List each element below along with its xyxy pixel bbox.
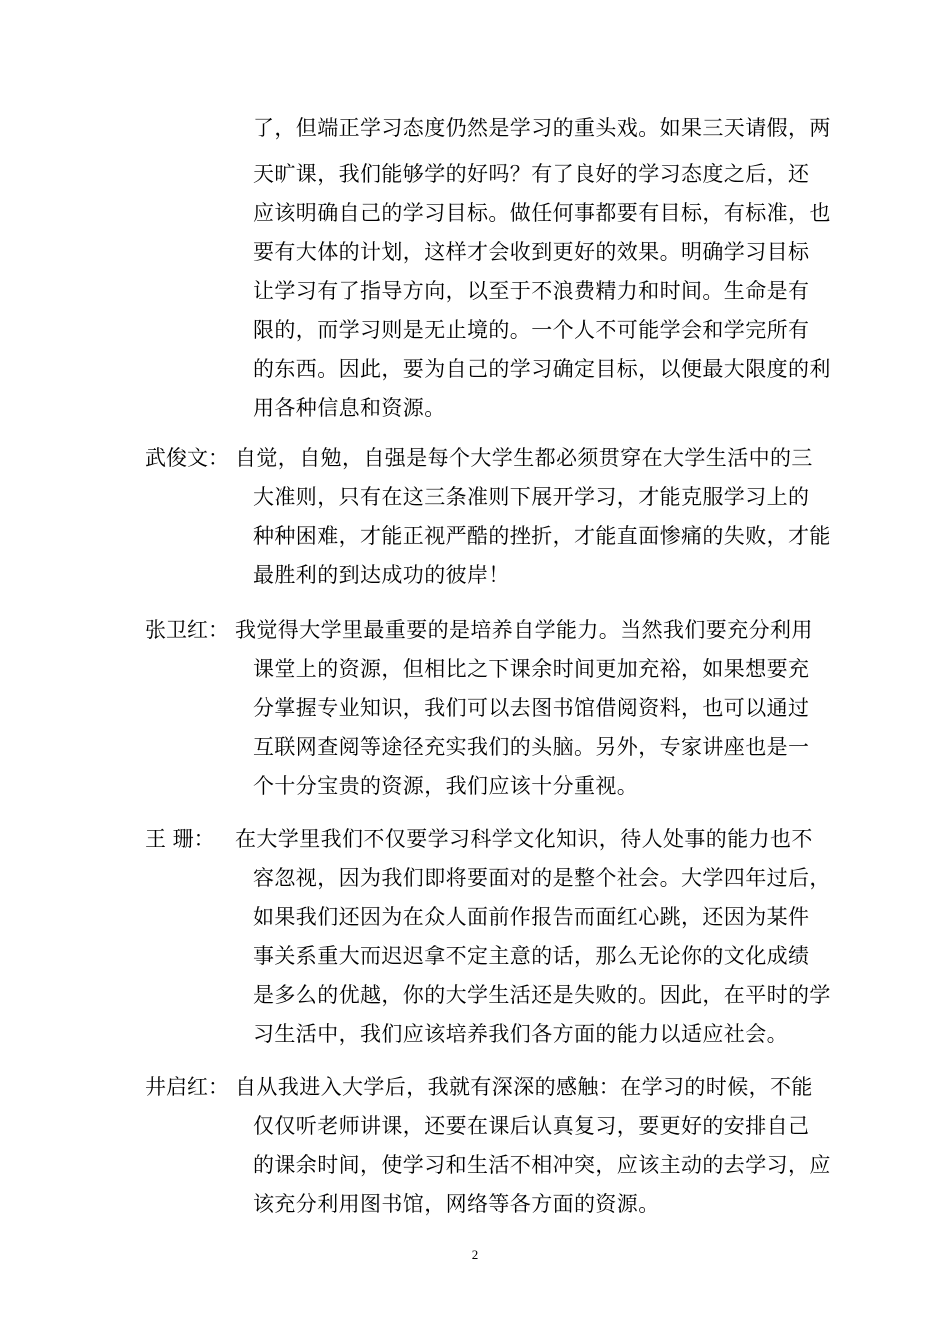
text-line: 最胜利的到达成功的彼岸！ bbox=[253, 563, 510, 587]
text-line: 用各种信息和资源。 bbox=[253, 396, 446, 420]
text-line: 事关系重大而迟迟拿不定主意的话，那么无论你的文化成绩 bbox=[253, 944, 810, 968]
text-line: 互联网查阅等途径充实我们的头脑。另外，专家讲座也是一 bbox=[253, 735, 810, 759]
text-line: 是多么的优越，你的大学生活还是失败的。因此，在平时的学 bbox=[253, 983, 831, 1007]
text-line: 了，但端正学习态度仍然是学习的重头戏。如果三天请假，两 bbox=[253, 116, 831, 140]
text-line: 该充分利用图书馆，网络等各方面的资源。 bbox=[253, 1192, 660, 1216]
speaker-name: 张卫红： bbox=[145, 618, 229, 642]
page-number: 2 bbox=[471, 1247, 479, 1262]
text-line: 习生活中，我们应该培养我们各方面的能力以适应社会。 bbox=[253, 1022, 788, 1046]
text-line: 天旷课，我们能够学的好吗？有了良好的学习态度之后，还 bbox=[253, 162, 810, 186]
text-line: 自从我进入大学后，我就有深深的感触：在学习的时候，不能 bbox=[235, 1075, 813, 1099]
text-line: 的东西。因此，要为自己的学习确定目标，以便最大限度的利 bbox=[253, 357, 831, 381]
speaker-name: 武俊文： bbox=[145, 446, 229, 470]
speaker-name: 井启红： bbox=[145, 1075, 229, 1099]
speaker-name: 王 珊： bbox=[145, 827, 215, 851]
text-line: 容忽视，因为我们即将要面对的是整个社会。大学四年过后， bbox=[253, 866, 831, 890]
text-line: 课堂上的资源，但相比之下课余时间更加充裕，如果想要充 bbox=[253, 657, 810, 681]
text-line: 我觉得大学里最重要的是培养自学能力。当然我们要充分利用 bbox=[235, 618, 813, 642]
text-line: 让学习有了指导方向，以至于不浪费精力和时间。生命是有 bbox=[253, 279, 810, 303]
text-line: 要有大体的计划，这样才会收到更好的效果。明确学习目标 bbox=[253, 240, 810, 264]
text-line: 大准则，只有在这三条准则下展开学习，才能克服学习上的 bbox=[253, 485, 810, 509]
text-line: 种种困难，才能正视严酷的挫折，才能直面惨痛的失败，才能 bbox=[253, 524, 831, 548]
text-line: 分掌握专业知识，我们可以去图书馆借阅资料，也可以通过 bbox=[253, 696, 810, 720]
text-line: 的课余时间，使学习和生活不相冲突，应该主动的去学习，应 bbox=[253, 1153, 831, 1177]
text-line: 自觉，自勉，自强是每个大学生都必须贯穿在大学生活中的三 bbox=[235, 446, 813, 470]
text-line: 应该明确自己的学习目标。做任何事都要有目标，有标准，也 bbox=[253, 201, 831, 225]
text-line: 仅仅听老师讲课，还要在课后认真复习，要更好的安排自己 bbox=[253, 1114, 810, 1138]
text-line: 在大学里我们不仅要学习科学文化知识，待人处事的能力也不 bbox=[235, 827, 813, 851]
text-line: 如果我们还因为在众人面前作报告而面红心跳，还因为某件 bbox=[253, 905, 810, 929]
text-line: 限的，而学习则是无止境的。一个人不可能学会和学完所有 bbox=[253, 318, 810, 342]
text-line: 个十分宝贵的资源，我们应该十分重视。 bbox=[253, 774, 639, 798]
